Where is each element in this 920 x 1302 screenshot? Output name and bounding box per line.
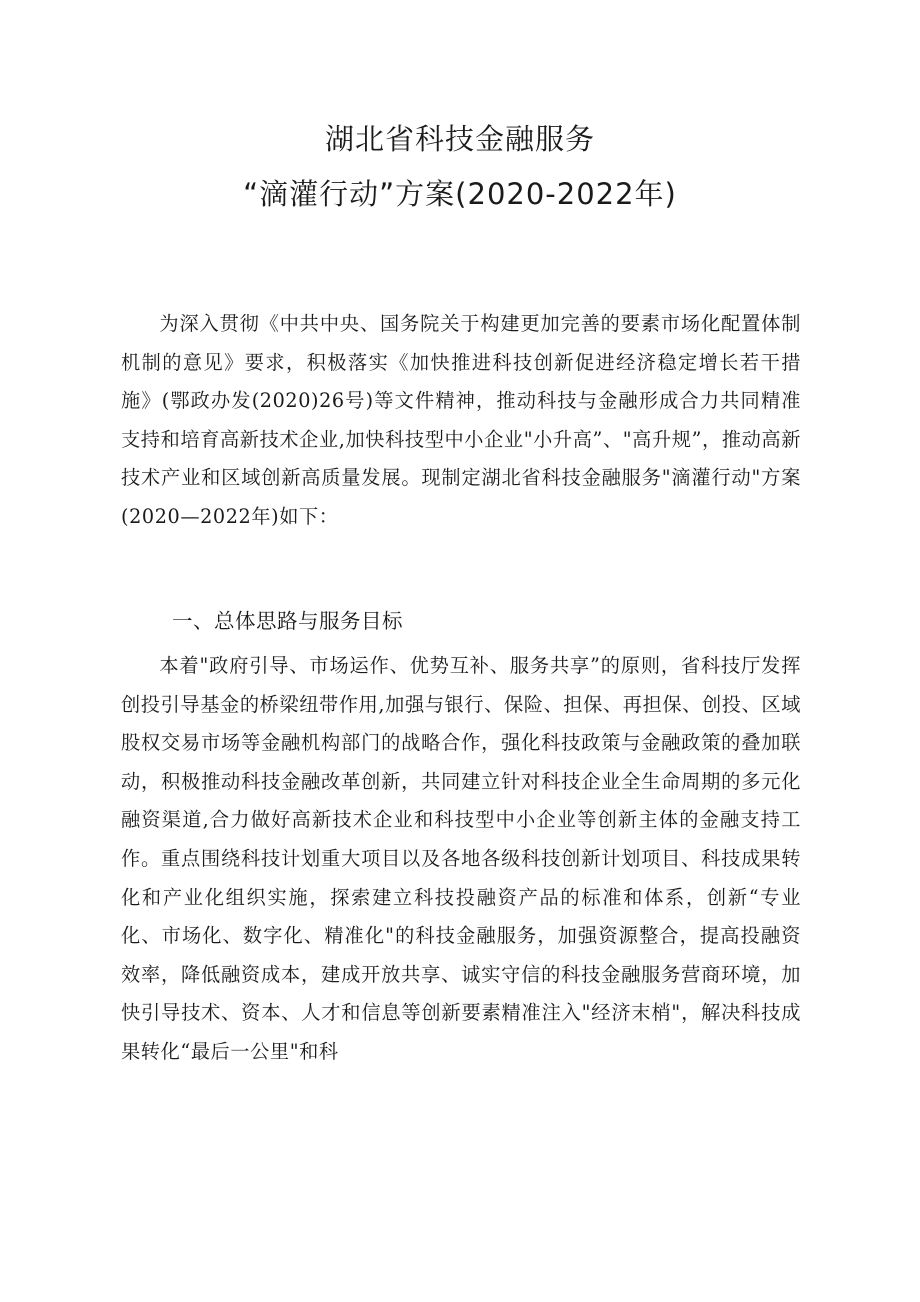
document-title-line-2: “滴灌行动”方案(2020-2022年) [243,177,677,211]
document-title-line-1: 湖北省科技金融服务 [324,122,595,156]
intro-paragraph: 为深入贯彻《中共中央、国务院关于构建更加完善的要素市场化配置体制机制的意见》要求，积极落实《加快推进科技创新促进经济稳定增长若干措施》(鄂政办发(2020)26号)等文件精神，推动科技与金融形成合力共同精准支持和培育高新技术企业,加快科技型中小企业"小升高”、"高升规”，推动高新技术产业和区域创新高质量发展。现制定湖北省科技金融服务"滴灌行动"方案(2020—2022年)如下： [121,312,801,528]
section-1-heading: 一、总体思路与服务目标 [172,609,403,633]
section-1-paragraph: 本着"政府引导、市场运作、优势互补、服务共享”的原则，省科技厅发挥创投引导基金的桥梁纽带作用,加强与银行、保险、担保、再担保、创投、区域股权交易市场等金融机构部门的战略合作，强化科技政策与金融政策的叠加联动，积极推动科技金融改革创新，共同建立针对科技企业全生命周期的多元化融资渠道,合力做好高新技术企业和科技型中小企业等创新主体的金融支持工作。重点围绕科技计划重大项目以及各地各级科技创新计划项目、科技成果转化和产业化组织实施，探索建立科技投融资产品的标准和体系，创新“专业化、市场化、数字化、精准化"的科技金融服务，加强资源整合，提高投融资效率，降低融资成本，建成开放共享、诚实守信的科技金融服务营商环境，加快引导技术、资本、人才和信息等创新要素精准注入"经济末梢"，解决科技成果转化“最后一公里"和科 [121,654,801,1063]
